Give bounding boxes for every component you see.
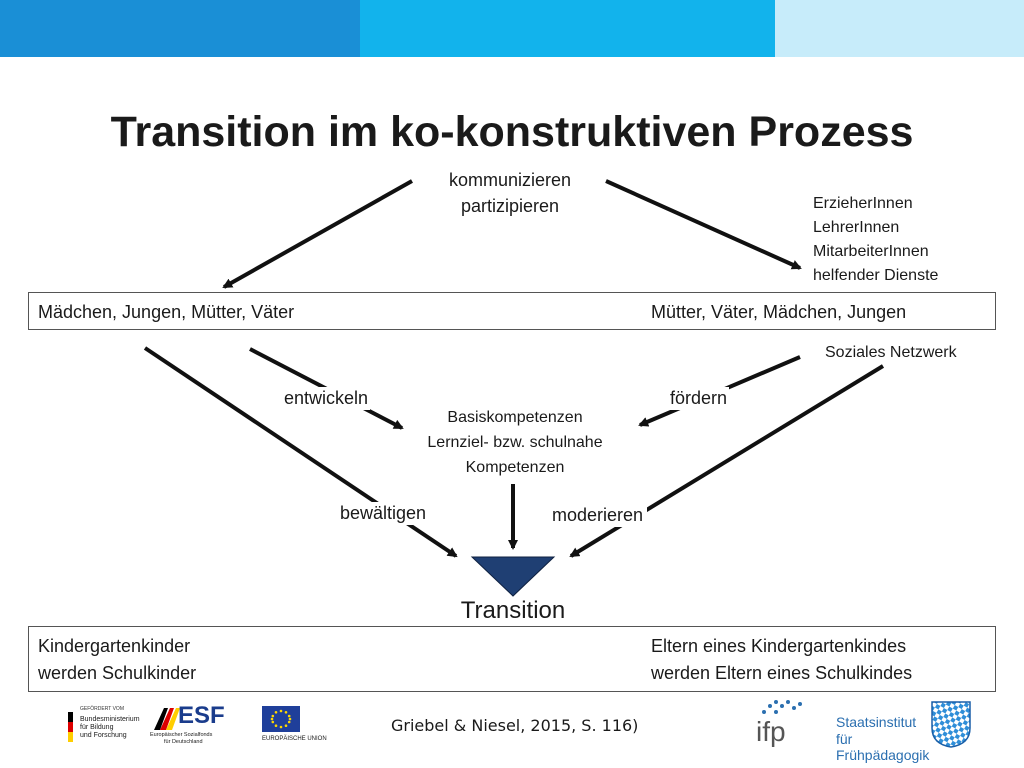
bmbf-logo [58, 704, 148, 744]
verb-cope: bewältigen [336, 502, 430, 525]
esf-swoosh-icon [150, 704, 180, 734]
ifp-line2: für Frühpädagogik [836, 731, 930, 763]
participants-left: Mädchen, Jungen, Mütter, Väter [38, 302, 295, 322]
bmbf-small: GEFÖRDERT VOM [80, 706, 124, 712]
bmbf-line1: Bundesministerium [80, 716, 140, 723]
staff-item: LehrerInnen [813, 219, 900, 236]
citation: Griebel & Niesel, 2015, S. 116) [391, 716, 639, 735]
eu-label: EUROPÄISCHE UNION [262, 736, 327, 742]
esf-logo [150, 702, 238, 746]
esf-line1: Europäischer Sozialfonds [150, 732, 213, 738]
outcome-right-line1: Eltern eines Kindergartenkindes [651, 636, 907, 656]
communicate-label: kommunizieren [448, 170, 572, 190]
arrow-top-right [606, 181, 800, 268]
ifp-logo [752, 698, 930, 763]
outcome-left-line2: werden Schulkinder [38, 663, 197, 683]
competency-line: Basiskompetenzen [447, 409, 583, 426]
competency-line: Kompetenzen [465, 459, 565, 476]
arrow-top-left [224, 181, 412, 287]
slide-title: Transition im ko-konstruktiven Prozess [110, 108, 914, 156]
outcome-left-line1: Kindergartenkinder [38, 636, 191, 656]
social-network-label: Soziales Netzwerk [825, 344, 957, 361]
outcome-right-line2: werden Eltern eines Schulkindes [651, 663, 913, 683]
verb-develop: entwickeln [284, 388, 369, 408]
esf-line2: für Deutschland [164, 739, 203, 745]
bmbf-line2: für Bildung [80, 724, 114, 731]
staff-item: MitarbeiterInnen [813, 243, 929, 260]
participate-label: partizipieren [460, 196, 560, 216]
verb-moderate: moderieren [548, 504, 647, 527]
participants-right: Mütter, Väter, Mädchen, Jungen [651, 302, 907, 322]
ifp-mark: ifp [756, 716, 786, 747]
ifp-line1: Staatsinstitut [836, 714, 917, 730]
competency-line: Lernziel- bzw. schulnahe [427, 434, 603, 451]
bavaria-crest-icon [930, 700, 972, 748]
staff-item: ErzieherInnen [813, 195, 913, 212]
eu-flag-icon [262, 706, 300, 732]
verb-support: fördern [670, 388, 728, 408]
transition-label: Transition [460, 597, 566, 624]
germany-flag-icon [68, 712, 73, 742]
transition-triangle [472, 557, 554, 596]
esf-mark: ESF [178, 702, 225, 729]
staff-item: helfender Dienste [813, 267, 939, 284]
eu-logo [262, 706, 342, 746]
bmbf-line3: und Forschung [80, 732, 127, 739]
